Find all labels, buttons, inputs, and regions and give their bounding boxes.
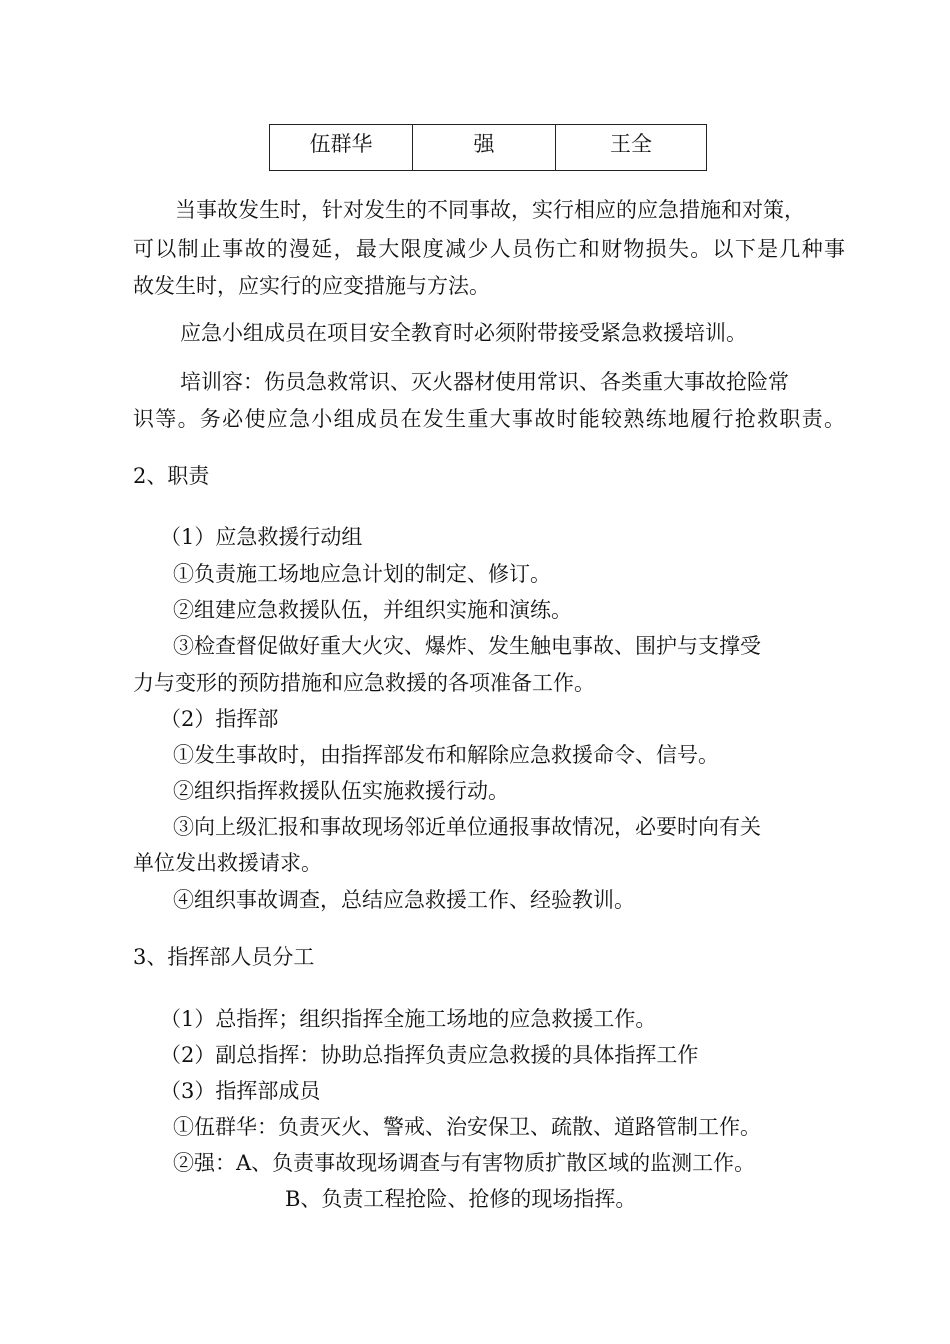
- table-cell: 王全: [556, 125, 707, 171]
- section-heading: 2、职责: [133, 464, 210, 488]
- list-item: ②强：A、负责事故现场调查与有害物质扩散区域的监测工作。: [173, 1151, 756, 1175]
- list-item: （3）指挥部成员: [160, 1079, 321, 1103]
- list-item: ②组织指挥救援队伍实施救援行动。: [173, 779, 509, 803]
- list-item: ①伍群华：负责灭火、警戒、治安保卫、疏散、道路管制工作。: [173, 1115, 761, 1139]
- paragraph-line: 应急小组成员在项目安全教育时必须附带接受紧急救援培训。: [180, 321, 747, 345]
- paragraph-line: 培训容：伤员急救常识、灭火器材使用常识、各类重大事故抢险常: [180, 370, 789, 394]
- list-item: ①负责施工场地应急计划的制定、修订。: [173, 562, 551, 586]
- list-item: （1）总指挥；组织指挥全施工场地的应急救援工作。: [160, 1007, 657, 1031]
- paragraph-line: 当事故发生时，针对发生的不同事故，实行相应的应急措施和对策，: [175, 198, 805, 222]
- list-item-continuation: 单位发出救援请求。: [133, 851, 322, 875]
- paragraph-line: 识等。务必使应急小组成员在发生重大事故时能较熟练地履行抢救职责。: [133, 407, 845, 431]
- paragraph-line: 可以制止事故的漫延，最大限度减少人员伤亡和财物损失。以下是几种事: [133, 237, 845, 261]
- table-cell: 强: [413, 125, 556, 171]
- list-item-continuation: 力与变形的预防措施和应急救援的各项准备工作。: [133, 671, 595, 695]
- section-heading: 3、指挥部人员分工: [133, 945, 315, 969]
- list-item: ②组建应急救援队伍，并组织实施和演练。: [173, 598, 572, 622]
- list-item-continuation: B、负责工程抢险、抢修的现场指挥。: [285, 1187, 637, 1211]
- list-item: ④组织事故调查，总结应急救援工作、经验教训。: [173, 888, 635, 912]
- list-item: （2）副总指挥：协助总指挥负责应急救援的具体指挥工作: [160, 1043, 699, 1067]
- list-item: ①发生事故时，由指挥部发布和解除应急救援命令、信号。: [173, 743, 719, 767]
- subsection-title: （2）指挥部: [160, 707, 279, 731]
- list-item: ③向上级汇报和事故现场邻近单位通报事故情况，必要时向有关: [173, 815, 761, 839]
- paragraph-line: 故发生时，应实行的应变措施与方法。: [133, 274, 490, 298]
- list-item: ③检查督促做好重大火灾、爆炸、发生触电事故、围护与支撑受: [173, 634, 761, 658]
- subsection-title: （1）应急救援行动组: [160, 525, 363, 549]
- table-row: [270, 125, 707, 171]
- table-cell: 伍群华: [270, 125, 413, 171]
- personnel-table: [269, 124, 707, 171]
